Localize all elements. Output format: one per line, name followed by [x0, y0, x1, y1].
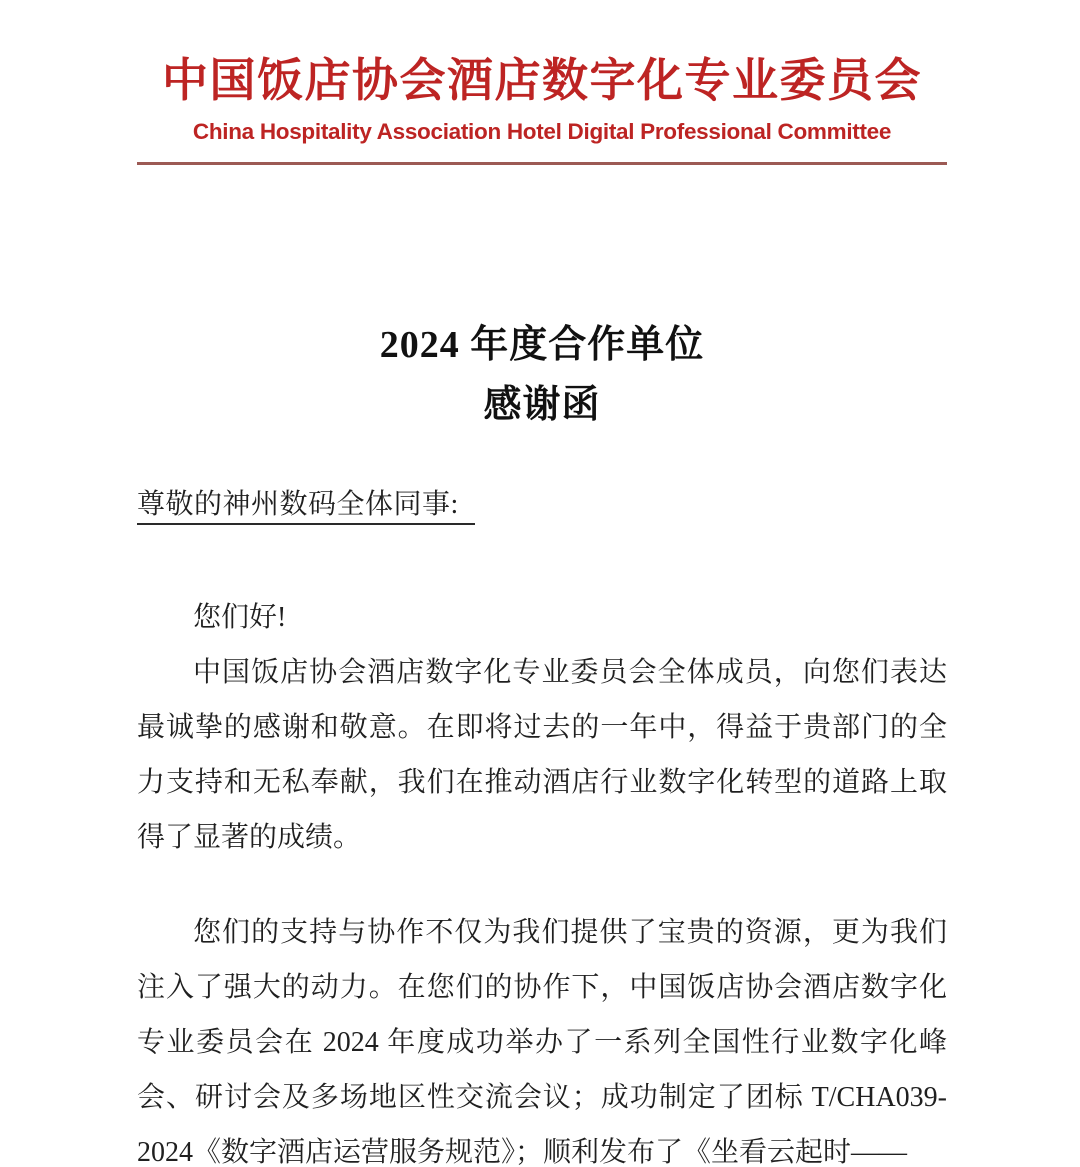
letter-content	[137, 315, 947, 1167]
letterhead	[137, 52, 947, 165]
org-name-english: China Hospitality Association Hotel Digital Professional Committee	[192, 119, 892, 144]
greeting-line: 您们好!	[193, 602, 287, 633]
org-name-chinese: 中国饭店协会酒店数字化专业委员会	[162, 55, 922, 106]
letter-title-line1: 2024 年度合作单位	[379, 324, 705, 366]
letter-title	[137, 315, 947, 435]
salutation	[137, 485, 947, 525]
paragraph-1: 中国饭店协会酒店数字化专业委员会全体成员，向您们表达最诚挚的感谢和敬意。在即将过去的一年中，得益于贵部门的全力支持和无私奉献，我们在推动酒店行业数字化转型的道路上取得了显著的成绩。	[137, 657, 947, 853]
letter-title-line2: 感谢函	[483, 384, 601, 426]
letterhead-divider	[137, 162, 947, 165]
salutation-text: 尊敬的神州数码全体同事:	[137, 489, 475, 525]
paragraph-2: 您们的支持与协作不仅为我们提供了宝贵的资源，更为我们注入了强大的动力。在您们的协作下，中国饭店协会酒店数字化专业委员会在 2024 年度成功举办了一系列全国性行业数字化峰会、研讨会及多场地区性交流会议；成功制定了团标 T/CHA039-2024《数字酒店运营服务规范》；顺利发布了《坐看云起时——	[137, 917, 947, 1167]
